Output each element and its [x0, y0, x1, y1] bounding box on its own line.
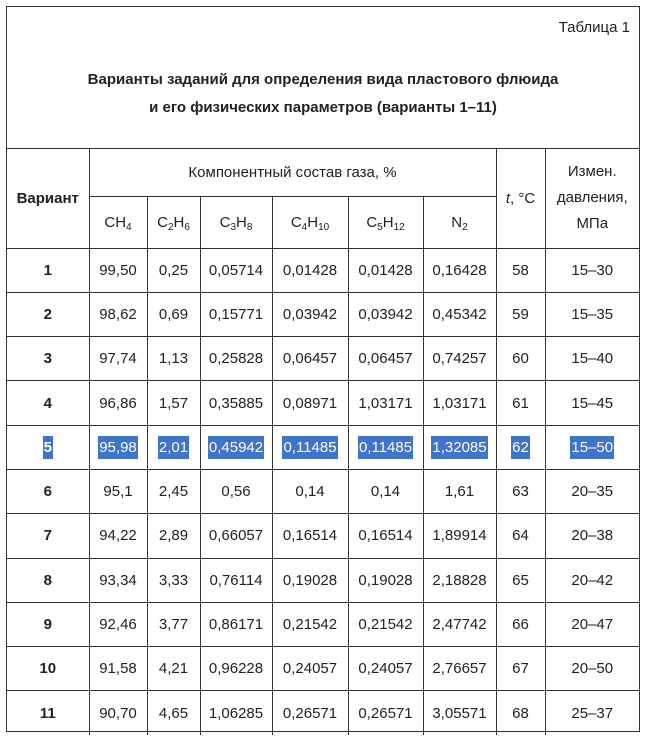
cell-value: 0,16514	[282, 527, 338, 545]
cell-c2h6	[147, 691, 200, 735]
header-temperature	[496, 149, 545, 248]
cell-t	[496, 469, 545, 513]
cell-c2h6	[147, 292, 200, 336]
table-row	[7, 558, 639, 602]
cell-c2h6	[147, 514, 200, 558]
cell-c3h8	[200, 647, 272, 691]
cell-value: 0,08971	[282, 394, 338, 412]
cell-value: 1,03171	[432, 394, 487, 412]
header-n2	[423, 196, 496, 248]
header-composition: Компонентный состав газа, %	[89, 149, 496, 196]
cell-t	[496, 425, 545, 469]
cell-c5h12	[348, 558, 423, 602]
cell-value: 65	[512, 571, 529, 589]
cell-p	[545, 691, 639, 735]
cell-value: 0,26571	[282, 704, 338, 722]
cell-value: 0,14	[295, 483, 325, 501]
formula-symbol: H	[173, 213, 185, 231]
cell-c3h8	[200, 248, 272, 292]
cell-num	[7, 514, 89, 558]
cell-value: 8	[43, 571, 52, 589]
cell-c4h10	[272, 558, 348, 602]
cell-t	[496, 248, 545, 292]
cell-c5h12	[348, 248, 423, 292]
cell-num	[7, 469, 89, 513]
cell-value: 20–50	[571, 660, 614, 678]
cell-c4h10	[272, 425, 348, 469]
cell-n2	[423, 691, 496, 735]
cell-value: 63	[512, 483, 529, 501]
cell-p	[545, 558, 639, 602]
cell-value: 4	[43, 394, 52, 412]
formula-subscript: 12	[393, 221, 405, 233]
cell-c3h8	[200, 337, 272, 381]
cell-value: 61	[512, 394, 529, 412]
header-c4h10	[272, 196, 348, 248]
cell-p	[545, 514, 639, 558]
cell-value: 96,86	[99, 394, 137, 412]
cell-num	[7, 425, 89, 469]
cell-c5h12	[348, 292, 423, 336]
cell-value: 2,47742	[432, 616, 487, 634]
cell-value: 95,98	[98, 436, 138, 459]
cell-value: 15–35	[571, 305, 614, 323]
formula-symbol: C	[157, 213, 168, 231]
table-row	[7, 514, 639, 558]
cell-c5h12	[348, 647, 423, 691]
cell-c4h10	[272, 691, 348, 735]
formula-symbol: CH	[104, 213, 127, 231]
table-row	[7, 647, 639, 691]
cell-c3h8	[200, 514, 272, 558]
cell-value: 3,05571	[432, 704, 487, 722]
cell-ch4	[89, 292, 147, 336]
header-c5h12	[348, 196, 423, 248]
cell-value: 15–40	[571, 350, 614, 368]
cell-n2	[423, 292, 496, 336]
cell-value: 0,26571	[358, 704, 413, 722]
cell-value: 68	[512, 704, 529, 722]
cell-value: 1,61	[444, 483, 475, 501]
cell-value: 2,18828	[432, 571, 487, 589]
cell-value: 3	[43, 350, 52, 368]
cell-n2	[423, 248, 496, 292]
cell-p	[545, 292, 639, 336]
formula-subscript: 8	[246, 221, 253, 233]
cell-num	[7, 691, 89, 735]
cell-c4h10	[272, 292, 348, 336]
cell-value: 0,15771	[208, 305, 264, 323]
cell-value: 58	[512, 261, 529, 279]
formula-symbol: H	[236, 213, 247, 231]
header-variant: Вариант	[7, 149, 89, 248]
cell-value: 60	[512, 350, 529, 368]
formula-symbol: C	[219, 213, 231, 231]
cell-value: 1,06285	[208, 704, 264, 722]
cell-c3h8	[200, 292, 272, 336]
cell-c5h12	[348, 381, 423, 425]
cell-value: 67	[512, 660, 529, 678]
cell-value: 0,66057	[208, 527, 264, 545]
cell-ch4	[89, 558, 147, 602]
title-line-2: и его физических параметров (варианты 1–11)	[149, 99, 497, 116]
cell-value: 98,62	[99, 305, 137, 323]
formula-subscript: 2	[167, 221, 174, 233]
cell-t	[496, 514, 545, 558]
variants-table	[7, 149, 639, 735]
cell-c2h6	[147, 425, 200, 469]
cell-num	[7, 248, 89, 292]
cell-value: 95,1	[103, 483, 133, 501]
formula-subscript: 4	[126, 221, 132, 233]
cell-value: 0,19028	[358, 571, 413, 589]
cell-p	[545, 602, 639, 646]
cell-t	[496, 691, 545, 735]
cell-t	[496, 292, 545, 336]
cell-value: 6	[43, 483, 52, 501]
cell-value: 15–45	[571, 394, 614, 412]
cell-c2h6	[147, 558, 200, 602]
header-c3h8	[200, 196, 272, 248]
cell-p	[545, 381, 639, 425]
cell-t	[496, 558, 545, 602]
cell-num	[7, 602, 89, 646]
cell-value: 0,35885	[208, 394, 264, 412]
cell-value: 0,03942	[358, 305, 413, 323]
cell-value: 0,24057	[358, 660, 413, 678]
cell-ch4	[89, 381, 147, 425]
cell-value: 94,22	[99, 527, 137, 545]
cell-value: 3,33	[158, 571, 189, 589]
cell-value: 0,69	[158, 305, 189, 323]
cell-ch4	[89, 337, 147, 381]
cell-value: 0,01428	[282, 261, 338, 279]
pressure-line-3: МПа	[576, 215, 609, 233]
cell-value: 5	[43, 436, 53, 459]
cell-p	[545, 337, 639, 381]
cell-n2	[423, 602, 496, 646]
cell-value: 1,89914	[432, 527, 487, 545]
table-container	[6, 6, 640, 732]
cell-c4h10	[272, 514, 348, 558]
cell-c2h6	[147, 469, 200, 513]
cell-value: 3,77	[158, 616, 189, 634]
cell-value: 4,65	[158, 704, 189, 722]
cell-n2	[423, 514, 496, 558]
cell-value: 0,03942	[282, 305, 338, 323]
cell-value: 7	[43, 527, 52, 545]
cell-value: 2,76657	[432, 660, 487, 678]
cell-value: 1	[43, 261, 52, 279]
cell-ch4	[89, 469, 147, 513]
cell-num	[7, 381, 89, 425]
cell-value: 0,05714	[208, 261, 264, 279]
formula-symbol: C	[366, 213, 378, 231]
cell-c2h6	[147, 381, 200, 425]
cell-c2h6	[147, 337, 200, 381]
cell-p	[545, 248, 639, 292]
table-row	[7, 381, 639, 425]
cell-c5h12	[348, 514, 423, 558]
cell-value: 93,34	[99, 571, 137, 589]
cell-c3h8	[200, 381, 272, 425]
temperature-symbol: t	[505, 189, 510, 207]
cell-ch4	[89, 691, 147, 735]
cell-value: 0,16514	[358, 527, 413, 545]
table-body	[7, 248, 639, 735]
cell-n2	[423, 337, 496, 381]
table-header	[7, 149, 639, 248]
cell-c4h10	[272, 602, 348, 646]
cell-value: 0,56	[221, 483, 251, 501]
cell-c3h8	[200, 469, 272, 513]
cell-c4h10	[272, 381, 348, 425]
pressure-line-2: давления,	[556, 189, 628, 207]
cell-value: 0,11485	[282, 436, 337, 459]
cell-value: 0,19028	[282, 571, 338, 589]
cell-value: 15–50	[570, 436, 614, 459]
cell-value: 97,74	[99, 350, 137, 368]
cell-c2h6	[147, 602, 200, 646]
header-c2h6	[147, 196, 200, 248]
cell-n2	[423, 647, 496, 691]
header-pressure	[545, 149, 639, 248]
cell-value: 0,76114	[209, 571, 263, 589]
table-row	[7, 602, 639, 646]
cell-value: 0,25828	[208, 350, 264, 368]
cell-t	[496, 337, 545, 381]
cell-value: 0,96228	[208, 660, 264, 678]
cell-value: 9	[43, 616, 52, 634]
table-row	[7, 691, 639, 735]
cell-n2	[423, 381, 496, 425]
cell-ch4	[89, 602, 147, 646]
cell-value: 4,21	[158, 660, 189, 678]
cell-t	[496, 381, 545, 425]
cell-ch4	[89, 647, 147, 691]
cell-value: 66	[512, 616, 529, 634]
cell-value: 1,03171	[358, 394, 413, 412]
cell-value: 0,45342	[432, 305, 487, 323]
cell-value: 20–47	[571, 616, 614, 634]
table-number: Таблица 1	[558, 19, 630, 36]
title-line-1: Варианты заданий для определения вида пластового флюида	[87, 71, 559, 88]
formula-subscript: 5	[377, 221, 383, 233]
cell-value: 99,50	[99, 261, 137, 279]
cell-c5h12	[348, 602, 423, 646]
cell-value: 92,46	[99, 616, 137, 634]
cell-c5h12	[348, 691, 423, 735]
formula-symbol: H	[382, 213, 394, 231]
cell-ch4	[89, 514, 147, 558]
formula-symbol: N	[451, 213, 463, 231]
cell-value: 10	[39, 660, 57, 678]
cell-value: 0,11485	[358, 436, 413, 459]
cell-value: 2,45	[158, 483, 189, 501]
cell-c4h10	[272, 248, 348, 292]
table-caption	[7, 7, 639, 149]
table-row	[7, 337, 639, 381]
cell-ch4	[89, 248, 147, 292]
cell-t	[496, 647, 545, 691]
formula-symbol: H	[307, 213, 319, 231]
table-row	[7, 248, 639, 292]
cell-value: 0,14	[370, 483, 401, 501]
formula-subscript: 10	[318, 221, 330, 233]
cell-value: 0,86171	[208, 616, 264, 634]
cell-c3h8	[200, 602, 272, 646]
cell-p	[545, 647, 639, 691]
cell-value: 0,16428	[432, 261, 487, 279]
cell-num	[7, 337, 89, 381]
cell-num	[7, 292, 89, 336]
cell-value: 0,25	[158, 261, 189, 279]
cell-p	[545, 469, 639, 513]
cell-n2	[423, 558, 496, 602]
cell-t	[496, 602, 545, 646]
cell-value: 62	[511, 436, 530, 459]
table-row-selected	[7, 425, 639, 469]
cell-value: 0,06457	[358, 350, 413, 368]
cell-c5h12	[348, 425, 423, 469]
cell-num	[7, 647, 89, 691]
cell-ch4	[89, 425, 147, 469]
table-row	[7, 469, 639, 513]
formula-subscript: 4	[301, 221, 308, 233]
cell-value: 0,21542	[358, 616, 413, 634]
cell-value: 1,32085	[431, 436, 487, 459]
temperature-unit: , °С	[510, 189, 536, 207]
cell-value: 0,74257	[432, 350, 487, 368]
cell-value: 0,24057	[282, 660, 338, 678]
pressure-line-1: Измен.	[567, 163, 617, 181]
cell-value: 1,13	[158, 350, 189, 368]
cell-c5h12	[348, 469, 423, 513]
cell-value: 1,57	[158, 394, 189, 412]
cell-value: 25–37	[571, 704, 614, 722]
cell-c3h8	[200, 558, 272, 602]
table-title	[7, 66, 639, 122]
cell-value: 91,58	[99, 660, 137, 678]
cell-c3h8	[200, 691, 272, 735]
cell-value: 2	[43, 305, 52, 323]
cell-value: 20–38	[571, 527, 614, 545]
formula-subscript: 6	[184, 221, 190, 233]
cell-c4h10	[272, 337, 348, 381]
cell-value: 11	[39, 704, 56, 722]
cell-c2h6	[147, 248, 200, 292]
cell-value: 64	[512, 527, 529, 545]
cell-value: 15–30	[571, 261, 614, 279]
cell-value: 0,45942	[208, 436, 264, 459]
cell-n2	[423, 425, 496, 469]
cell-value: 90,70	[99, 704, 137, 722]
cell-value: 2,01	[158, 436, 189, 459]
cell-value: 2,89	[158, 527, 189, 545]
cell-p	[545, 425, 639, 469]
cell-num	[7, 558, 89, 602]
cell-value: 20–42	[571, 571, 614, 589]
cell-n2	[423, 469, 496, 513]
cell-value: 0,01428	[358, 261, 413, 279]
formula-subscript: 2	[462, 221, 468, 233]
cell-value: 20–35	[571, 483, 614, 501]
cell-value: 0,06457	[282, 350, 338, 368]
cell-c4h10	[272, 469, 348, 513]
formula-subscript: 3	[230, 221, 236, 233]
cell-c3h8	[200, 425, 272, 469]
header-ch4	[89, 196, 147, 248]
cell-c4h10	[272, 647, 348, 691]
cell-c5h12	[348, 337, 423, 381]
cell-value: 59	[512, 305, 529, 323]
cell-value: 0,21542	[282, 616, 338, 634]
table-row	[7, 292, 639, 336]
cell-c2h6	[147, 647, 200, 691]
formula-symbol: C	[290, 213, 302, 231]
